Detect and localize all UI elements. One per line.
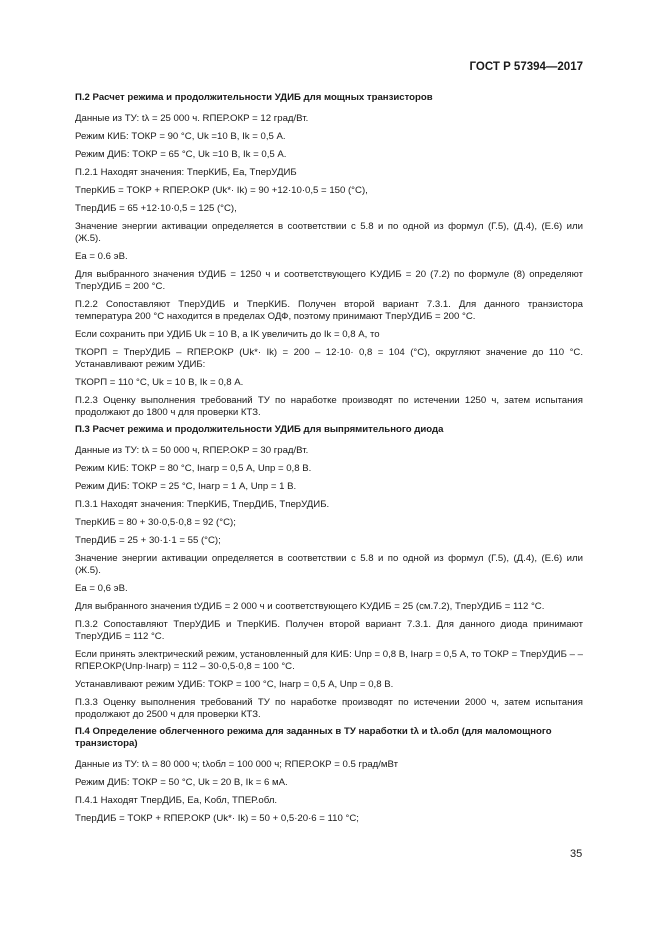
document-body <box>75 92 583 831</box>
formula-line: TКОРП = TперУДИБ – RПЕР.ОКР (Uk*· Ik) = 200 – 12·10· 0,8 = 104 (°С), округляют значение до 110 °С. Устанавливают режим УДИБ: <box>75 347 583 370</box>
section-heading: П.3 Расчет режима и продолжительности УДИБ для выпрямительного диода <box>75 424 444 435</box>
paragraph: Данные из ТУ: tλ = 80 000 ч; tλобл = 100 000 ч; RПЕР.ОКР = 0.5 град/мВт <box>75 759 398 770</box>
paragraph: П.3.3 Оценку выполнения требований ТУ по наработке производят по истечении 2000 ч, затем испытания продолжают до 2500 ч для проверки КТЗ. <box>75 697 583 720</box>
formula-line: TперДИБ = TОКР + RПЕР.ОКР (Uk*· Ik) = 50 + 0,5·20·6 = 110 °С; <box>75 813 359 824</box>
paragraph: Если принять электрический режим, установленный для КИБ: Uпр = 0,8 В, Iнагр = 0,5 А, то TОКР = TперУДИБ – – RПЕР.ОКР(Uпр·Iнагр) = 112 – 30·0,5·0,8 = 100 °С. <box>75 649 583 672</box>
paragraph: Для выбранного значения tУДИБ = 2 000 ч и соответствующего KУДИБ = 25 (см.7.2), TперУДИБ = 112 °С. <box>75 601 545 612</box>
section-heading: П.4 Определение облегченного режима для заданных в ТУ наработки tλ и tλ.обл (для маломощного транзистора) <box>75 726 552 749</box>
paragraph: Значение энергии активации определяется в соответствии с 5.8 и по одной из формул (Г.5), (Д.4), (Е.6) или (Ж.5). <box>75 553 583 576</box>
formula-line: TКОРП = 110 °С, Uk = 10 В, Ik = 0,8 А. <box>75 377 244 388</box>
paragraph: П.2.3 Оценку выполнения требований ТУ по наработке производят по истечении 1250 ч, затем испытания продолжают до 1800 ч для проверки КТЗ. <box>75 395 583 418</box>
paragraph: Режим ДИБ: TОКР = 65 °С, Uk =10 В, Ik = 0,5 А. <box>75 149 287 160</box>
paragraph: П.3.1 Находят значения: TперКИБ, TперДИБ, TперУДИБ. <box>75 499 330 510</box>
paragraph: Режим КИБ: TОКР = 80 °С, Iнагр = 0,5 А, Uпр = 0,8 В. <box>75 463 312 474</box>
section-heading: П.2 Расчет режима и продолжительности УДИБ для мощных транзисторов <box>75 92 433 103</box>
paragraph: Значение энергии активации определяется в соответствии с 5.8 и по одной из формул (Г.5), (Д.4), (Е.6) или (Ж.5). <box>75 221 583 244</box>
standard-code: ГОСТ Р 57394—2017 <box>469 61 583 73</box>
paragraph: Режим ДИБ: TОКР = 25 °С, Iнагр = 1 А, Uпр = 1 В. <box>75 481 297 492</box>
paragraph: Данные из ТУ: tλ = 50 000 ч, RПЕР.ОКР = 30 град/Вт. <box>75 445 309 456</box>
paragraph: Если сохранить при УДИБ Uk = 10 В, а IK увеличить до Ik = 0,8 А, то <box>75 329 380 340</box>
paragraph: П.2.1 Находят значения: TперКИБ, Ea, TперУДИБ <box>75 167 297 178</box>
paragraph: Режим КИБ: TОКР = 90 °С, Uk =10 В, Ik = 0,5 А. <box>75 131 286 142</box>
paragraph: П.2.2 Сопоставляют TперУДИБ и TперКИБ. Получен второй вариант 7.3.1. Для данного транзистора температура 200 °С находится в пределах ОДФ, поэтому принимают TперУДИБ = 200 °С. <box>75 299 583 322</box>
formula-line: TперДИБ = 65 +12·10·0,5 = 125 (°С), <box>75 203 237 214</box>
page-number: 35 <box>570 848 583 860</box>
paragraph: Для выбранного значения tУДИБ = 1250 ч и соответствующего KУДИБ = 20 (7.2) по формуле (8) определяют TперУДИБ = 200 °С. <box>75 269 583 292</box>
formula-line: Ea = 0,6 эВ. <box>75 583 128 594</box>
paragraph: П.3.2 Сопоставляют TперУДИБ и TперКИБ. Получен второй вариант 7.3.1. Для данного диода принимают TперУДИБ = 112 °С. <box>75 619 583 642</box>
formula-line: TперКИБ = 80 + 30·0,5·0,8 = 92 (°С); <box>75 517 236 528</box>
formula-line: TперКИБ = TОКР + RПЕР.ОКР (Uk*· Ik) = 90 +12·10·0,5 = 150 (°С), <box>75 185 368 196</box>
paragraph: Устанавливают режим УДИБ: TОКР = 100 °С, Iнагр = 0,5 А, Uпр = 0,8 В. <box>75 679 394 690</box>
paragraph: Режим ДИБ: TОКР = 50 °С, Uk = 20 В, Ik = 6 мА. <box>75 777 288 788</box>
formula-line: Ea = 0.6 эВ. <box>75 251 128 262</box>
formula-line: TперДИБ = 25 + 30·1·1 = 55 (°С); <box>75 535 221 546</box>
paragraph: Данные из ТУ: tλ = 25 000 ч. RПЕР.ОКР = 12 град/Вт. <box>75 113 309 124</box>
paragraph: П.4.1 Находят TперДИБ, Ea, Kобл, TПЕР.обл. <box>75 795 278 806</box>
